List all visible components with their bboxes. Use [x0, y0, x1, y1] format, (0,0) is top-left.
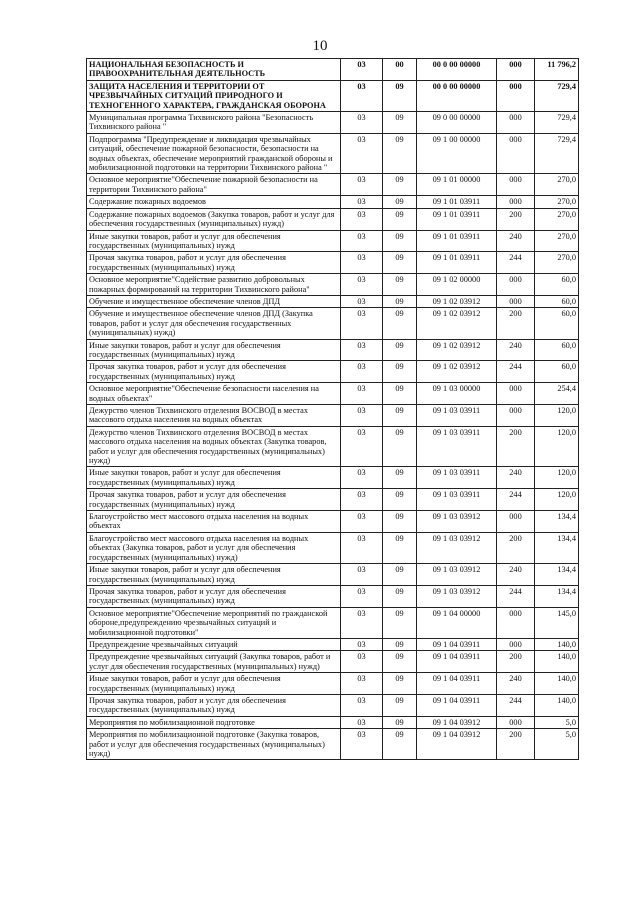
subsection-code-cell: 09: [383, 489, 417, 511]
expense-type-cell: 000: [497, 295, 535, 307]
section-code-cell: 03: [341, 59, 383, 81]
amount-cell: 140,0: [535, 651, 579, 673]
subsection-code-cell: 09: [383, 112, 417, 134]
table-row: [87, 339, 579, 361]
amount-cell: 134,4: [535, 532, 579, 563]
section-code-cell: 03: [341, 339, 383, 361]
expense-type-cell: 240: [497, 230, 535, 252]
section-code-cell: 03: [341, 564, 383, 586]
table-row: [87, 112, 579, 134]
table-row: [87, 80, 579, 111]
section-code-cell: 03: [341, 607, 383, 638]
target-article-cell: 09 1 04 00000: [417, 607, 497, 638]
table-row: [87, 489, 579, 511]
amount-cell: 60,0: [535, 361, 579, 383]
amount-cell: 120,0: [535, 405, 579, 427]
subsection-code-cell: 09: [383, 230, 417, 252]
amount-cell: 134,4: [535, 564, 579, 586]
row-name-cell: Иные закупки товаров, работ и услуг для обеспечения государственных (муниципальных) нужд: [87, 467, 341, 489]
section-code-cell: 03: [341, 383, 383, 405]
row-name-cell: Обучение и имущественное обеспечение членов ДПД: [87, 295, 341, 307]
target-article-cell: 09 1 02 03912: [417, 339, 497, 361]
section-code-cell: 03: [341, 694, 383, 716]
section-code-cell: 03: [341, 133, 383, 174]
target-article-cell: 09 1 02 03912: [417, 361, 497, 383]
table-row: [87, 133, 579, 174]
row-name-cell: Основное мероприятие"Обеспечение безопасности населения на водных объектах": [87, 383, 341, 405]
section-code-cell: 03: [341, 174, 383, 196]
expense-type-cell: 200: [497, 729, 535, 760]
table-row: [87, 59, 579, 81]
target-article-cell: 09 1 04 03911: [417, 694, 497, 716]
section-code-cell: 03: [341, 230, 383, 252]
row-name-cell: Муниципальная программа Тихвинского района "Безопасность Тихвинского района ": [87, 112, 341, 134]
target-article-cell: 09 1 03 03912: [417, 585, 497, 607]
amount-cell: 140,0: [535, 638, 579, 650]
budget-table: [86, 58, 579, 760]
row-name-cell: Прочая закупка товаров, работ и услуг для обеспечения государственных (муниципальных) нужд: [87, 361, 341, 383]
table-row: [87, 607, 579, 638]
subsection-code-cell: 09: [383, 564, 417, 586]
subsection-code-cell: 09: [383, 426, 417, 467]
subsection-code-cell: 09: [383, 638, 417, 650]
table-row: [87, 274, 579, 296]
target-article-cell: 09 1 02 00000: [417, 274, 497, 296]
target-article-cell: 09 1 01 00000: [417, 174, 497, 196]
subsection-code-cell: 09: [383, 252, 417, 274]
section-code-cell: 03: [341, 638, 383, 650]
section-code-cell: 03: [341, 308, 383, 339]
section-code-cell: 03: [341, 196, 383, 208]
row-name-cell: НАЦИОНАЛЬНАЯ БЕЗОПАСНОСТЬ И ПРАВООХРАНИТЕЛЬНАЯ ДЕЯТЕЛЬНОСТЬ: [87, 59, 341, 81]
expense-type-cell: 000: [497, 274, 535, 296]
subsection-code-cell: 09: [383, 339, 417, 361]
section-code-cell: 03: [341, 489, 383, 511]
expense-type-cell: 244: [497, 694, 535, 716]
expense-type-cell: 000: [497, 112, 535, 134]
row-name-cell: Дежурство членов Тихвинского отделения ВОСВОД в местах массового отдыха населения на водных объектах (Закупка товаров, работ и услуг для обеспечения государственных (муниципальных) нужд): [87, 426, 341, 467]
subsection-code-cell: 09: [383, 467, 417, 489]
amount-cell: 134,4: [535, 511, 579, 533]
amount-cell: 270,0: [535, 208, 579, 230]
row-name-cell: Основное мероприятие"Содействие развитию добровольных пожарных формирований на территории Тихвинского района": [87, 274, 341, 296]
amount-cell: 254,4: [535, 383, 579, 405]
target-article-cell: 09 0 00 00000: [417, 112, 497, 134]
section-code-cell: 03: [341, 405, 383, 427]
subsection-code-cell: 09: [383, 295, 417, 307]
row-name-cell: Прочая закупка товаров, работ и услуг для обеспечения государственных (муниципальных) нужд: [87, 252, 341, 274]
target-article-cell: 09 1 03 03912: [417, 511, 497, 533]
subsection-code-cell: 09: [383, 308, 417, 339]
expense-type-cell: 200: [497, 426, 535, 467]
target-article-cell: 09 1 02 03912: [417, 295, 497, 307]
row-name-cell: Основное мероприятие"Обеспечение мероприятий по гражданской обороне,предупреждению чрезвычайных ситуаций и мобилизационной подготовки": [87, 607, 341, 638]
table-row: [87, 511, 579, 533]
expense-type-cell: 000: [497, 80, 535, 111]
expense-type-cell: 000: [497, 174, 535, 196]
row-name-cell: Иные закупки товаров, работ и услуг для обеспечения государственных (муниципальных) нужд: [87, 339, 341, 361]
row-name-cell: Подпрограмма "Предупреждение и ликвидация чрезвычайных ситуаций, обеспечение пожарной безопасности, безопасности на водных объектах, обеспечение мероприятий гражданской обороны и мобилизационной подготовки на территории Тихвинского района ": [87, 133, 341, 174]
target-article-cell: 09 1 03 03912: [417, 532, 497, 563]
subsection-code-cell: 09: [383, 694, 417, 716]
section-code-cell: 03: [341, 673, 383, 695]
amount-cell: 270,0: [535, 252, 579, 274]
row-name-cell: Содержание пожарных водоемов: [87, 196, 341, 208]
table-row: [87, 729, 579, 760]
row-name-cell: Предупреждение чрезвычайных ситуаций (Закупка товаров, работ и услуг для обеспечения государственных (муниципальных) нужд): [87, 651, 341, 673]
expense-type-cell: 200: [497, 308, 535, 339]
subsection-code-cell: 09: [383, 716, 417, 728]
section-code-cell: 03: [341, 729, 383, 760]
target-article-cell: 00 0 00 00000: [417, 59, 497, 81]
table-row: [87, 638, 579, 650]
subsection-code-cell: 09: [383, 673, 417, 695]
expense-type-cell: 000: [497, 383, 535, 405]
target-article-cell: 09 1 04 03911: [417, 673, 497, 695]
subsection-code-cell: 09: [383, 174, 417, 196]
section-code-cell: 03: [341, 80, 383, 111]
target-article-cell: 09 1 03 03911: [417, 489, 497, 511]
section-code-cell: 03: [341, 651, 383, 673]
subsection-code-cell: 09: [383, 383, 417, 405]
section-code-cell: 03: [341, 361, 383, 383]
amount-cell: 729,4: [535, 112, 579, 134]
target-article-cell: 09 1 03 03912: [417, 564, 497, 586]
row-name-cell: Мероприятия по мобилизационной подготовке (Закупка товаров, работ и услуг для обеспечения государственных (муниципальных) нужд): [87, 729, 341, 760]
row-name-cell: Благоустройство мест массового отдыха населения на водных объектах (Закупка товаров, работ и услуг для обеспечения государственных (муниципальных) нужд): [87, 532, 341, 563]
row-name-cell: Обучение и имущественное обеспечение членов ДПД (Закупка товаров, работ и услуг для обеспечения государственных (муниципальных) нужд): [87, 308, 341, 339]
target-article-cell: 09 1 00 00000: [417, 133, 497, 174]
table-row: [87, 308, 579, 339]
expense-type-cell: 000: [497, 607, 535, 638]
table-row: [87, 196, 579, 208]
expense-type-cell: 240: [497, 564, 535, 586]
section-code-cell: 03: [341, 467, 383, 489]
section-code-cell: 03: [341, 585, 383, 607]
target-article-cell: 09 1 01 03911: [417, 230, 497, 252]
row-name-cell: Иные закупки товаров, работ и услуг для обеспечения государственных (муниципальных) нужд: [87, 673, 341, 695]
section-code-cell: 03: [341, 426, 383, 467]
table-row: [87, 405, 579, 427]
subsection-code-cell: 09: [383, 274, 417, 296]
table-row: [87, 651, 579, 673]
subsection-code-cell: 09: [383, 651, 417, 673]
subsection-code-cell: 09: [383, 208, 417, 230]
section-code-cell: 03: [341, 532, 383, 563]
table-row: [87, 694, 579, 716]
table-row: [87, 673, 579, 695]
row-name-cell: Прочая закупка товаров, работ и услуг для обеспечения государственных (муниципальных) нужд: [87, 694, 341, 716]
subsection-code-cell: 09: [383, 196, 417, 208]
expense-type-cell: 240: [497, 339, 535, 361]
table-row: [87, 361, 579, 383]
expense-type-cell: 000: [497, 196, 535, 208]
amount-cell: 270,0: [535, 230, 579, 252]
table-row: [87, 467, 579, 489]
section-code-cell: 03: [341, 511, 383, 533]
amount-cell: 60,0: [535, 295, 579, 307]
expense-type-cell: 000: [497, 133, 535, 174]
amount-cell: 11 796,2: [535, 59, 579, 81]
section-code-cell: 03: [341, 295, 383, 307]
expense-type-cell: 244: [497, 489, 535, 511]
table-row: [87, 208, 579, 230]
budget-table-body: [87, 59, 579, 760]
amount-cell: 60,0: [535, 274, 579, 296]
target-article-cell: 09 1 03 03911: [417, 467, 497, 489]
target-article-cell: 09 1 01 03911: [417, 252, 497, 274]
table-row: [87, 585, 579, 607]
amount-cell: 60,0: [535, 308, 579, 339]
subsection-code-cell: 00: [383, 59, 417, 81]
table-row: [87, 252, 579, 274]
table-row: [87, 230, 579, 252]
target-article-cell: 09 1 04 03911: [417, 638, 497, 650]
section-code-cell: 03: [341, 252, 383, 274]
row-name-cell: Содержание пожарных водоемов (Закупка товаров, работ и услуг для обеспечения государственных (муниципальных) нужд): [87, 208, 341, 230]
subsection-code-cell: 09: [383, 511, 417, 533]
target-article-cell: 09 1 03 00000: [417, 383, 497, 405]
page-number: 10: [312, 38, 328, 54]
subsection-code-cell: 09: [383, 607, 417, 638]
row-name-cell: Дежурство членов Тихвинского отделения ВОСВОД в местах массового отдыха населения на водных объектах: [87, 405, 341, 427]
amount-cell: 5,0: [535, 729, 579, 760]
target-article-cell: 09 1 04 03911: [417, 651, 497, 673]
section-code-cell: 03: [341, 716, 383, 728]
target-article-cell: 09 1 02 03912: [417, 308, 497, 339]
expense-type-cell: 000: [497, 716, 535, 728]
expense-type-cell: 200: [497, 208, 535, 230]
subsection-code-cell: 09: [383, 80, 417, 111]
table-row: [87, 383, 579, 405]
subsection-code-cell: 09: [383, 532, 417, 563]
row-name-cell: Прочая закупка товаров, работ и услуг для обеспечения государственных (муниципальных) нужд: [87, 489, 341, 511]
target-article-cell: 09 1 01 03911: [417, 196, 497, 208]
target-article-cell: 09 1 01 03911: [417, 208, 497, 230]
amount-cell: 729,4: [535, 80, 579, 111]
row-name-cell: Мероприятия по мобилизационной подготовке: [87, 716, 341, 728]
table-row: [87, 564, 579, 586]
target-article-cell: 09 1 04 03912: [417, 729, 497, 760]
expense-type-cell: 000: [497, 511, 535, 533]
expense-type-cell: 200: [497, 532, 535, 563]
amount-cell: 270,0: [535, 196, 579, 208]
expense-type-cell: 244: [497, 252, 535, 274]
expense-type-cell: 000: [497, 405, 535, 427]
expense-type-cell: 000: [497, 638, 535, 650]
expense-type-cell: 244: [497, 585, 535, 607]
subsection-code-cell: 09: [383, 405, 417, 427]
row-name-cell: Прочая закупка товаров, работ и услуг для обеспечения государственных (муниципальных) нужд: [87, 585, 341, 607]
amount-cell: 134,4: [535, 585, 579, 607]
section-code-cell: 03: [341, 112, 383, 134]
row-name-cell: ЗАЩИТА НАСЕЛЕНИЯ И ТЕРРИТОРИИ ОТ ЧРЕЗВЫЧАЙНЫХ СИТУАЦИЙ ПРИРОДНОГО И ТЕХНОГЕННОГО ХАРАКТЕРА, ГРАЖДАНСКАЯ ОБОРОНА: [87, 80, 341, 111]
table-row: [87, 426, 579, 467]
amount-cell: 5,0: [535, 716, 579, 728]
expense-type-cell: 240: [497, 467, 535, 489]
target-article-cell: 09 1 04 03912: [417, 716, 497, 728]
amount-cell: 729,4: [535, 133, 579, 174]
row-name-cell: Иные закупки товаров, работ и услуг для обеспечения государственных (муниципальных) нужд: [87, 230, 341, 252]
target-article-cell: 09 1 03 03911: [417, 426, 497, 467]
amount-cell: 140,0: [535, 673, 579, 695]
row-name-cell: Иные закупки товаров, работ и услуг для обеспечения государственных (муниципальных) нужд: [87, 564, 341, 586]
row-name-cell: Основное мероприятие"Обеспечение пожарной безопасности на территории Тихвинского района": [87, 174, 341, 196]
amount-cell: 145,0: [535, 607, 579, 638]
amount-cell: 120,0: [535, 489, 579, 511]
table-row: [87, 174, 579, 196]
expense-type-cell: 200: [497, 651, 535, 673]
amount-cell: 140,0: [535, 694, 579, 716]
subsection-code-cell: 09: [383, 585, 417, 607]
expense-type-cell: 240: [497, 673, 535, 695]
subsection-code-cell: 09: [383, 729, 417, 760]
expense-type-cell: 244: [497, 361, 535, 383]
table-row: [87, 295, 579, 307]
subsection-code-cell: 09: [383, 361, 417, 383]
section-code-cell: 03: [341, 208, 383, 230]
table-row: [87, 716, 579, 728]
target-article-cell: 00 0 00 00000: [417, 80, 497, 111]
section-code-cell: 03: [341, 274, 383, 296]
amount-cell: 60,0: [535, 339, 579, 361]
row-name-cell: Предупреждение чрезвычайных ситуаций: [87, 638, 341, 650]
expense-type-cell: 000: [497, 59, 535, 81]
subsection-code-cell: 09: [383, 133, 417, 174]
target-article-cell: 09 1 03 03911: [417, 405, 497, 427]
amount-cell: 270,0: [535, 174, 579, 196]
row-name-cell: Благоустройство мест массового отдыха населения на водных объектах: [87, 511, 341, 533]
table-row: [87, 532, 579, 563]
amount-cell: 120,0: [535, 426, 579, 467]
amount-cell: 120,0: [535, 467, 579, 489]
